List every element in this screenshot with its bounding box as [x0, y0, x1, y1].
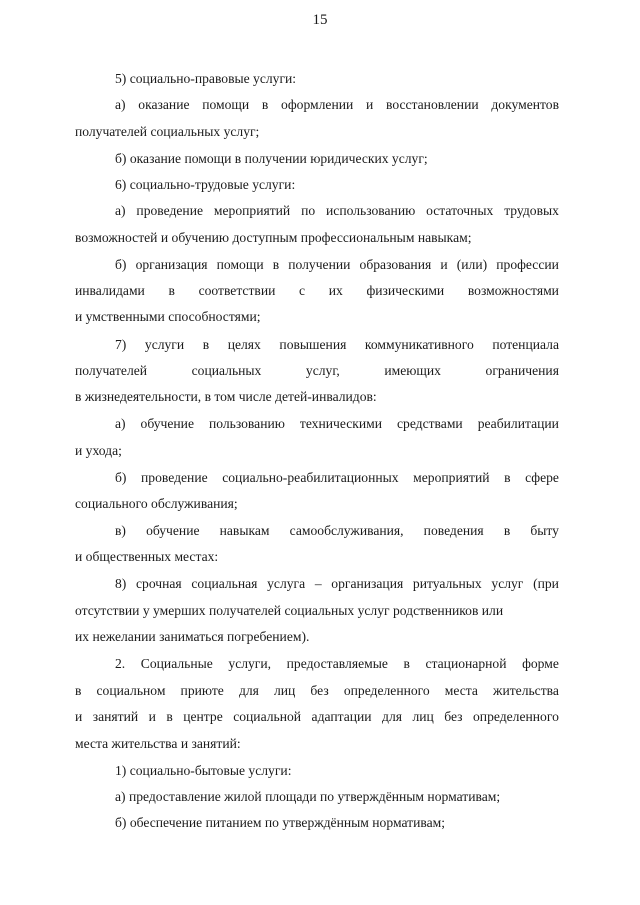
- text-line-justified: 8) срочная социальная услуга – организация ритуальных услуг (при: [115, 576, 559, 591]
- text-line: возможностей и обучению доступным профессиональным навыкам;: [75, 230, 472, 245]
- text-line: 1) социально-бытовые услуги:: [115, 763, 292, 778]
- text-line-justified: в) обучение навыкам самообслуживания, поведения в быту: [115, 523, 559, 538]
- page-number: 15: [312, 12, 328, 28]
- text-line: места жительства и занятий:: [75, 736, 241, 751]
- text-line-justified: 7) услуги в целях повышения коммуникативного потенциала: [115, 337, 559, 352]
- text-line-justified: а) оказание помощи в оформлении и восстановлении документов: [115, 97, 559, 112]
- text-line-justified: 2. Социальные услуги, предоставляемые в стационарной форме: [115, 656, 559, 671]
- text-line-justified: инвалидами в соответствии с их физическими возможностями: [75, 283, 559, 298]
- text-line-justified: и занятий и в центре социальной адаптации для лиц без определенного: [75, 709, 559, 724]
- text-line: б) оказание помощи в получении юридических услуг;: [115, 151, 428, 166]
- text-line-justified: получателей социальных услуг, имеющих ограничения: [75, 363, 559, 378]
- text-line-justified: б) организация помощи в получении образования и (или) профессии: [115, 257, 559, 272]
- text-line-justified: б) проведение социально-реабилитационных мероприятий в сфере: [115, 470, 559, 485]
- text-line: 6) социально-трудовые услуги:: [115, 177, 296, 192]
- text-line: 5) социально-правовые услуги:: [115, 71, 297, 86]
- text-line: а) предоставление жилой площади по утверждённым нормативам;: [115, 789, 501, 804]
- text-line-justified: в социальном приюте для лиц без определенного места жительства: [75, 683, 559, 698]
- text-line: и умственными способностями;: [75, 309, 261, 324]
- text-line: б) обеспечение питанием по утверждённым нормативам;: [115, 815, 445, 830]
- text-line: в жизнедеятельности, в том числе детей-инвалидов:: [75, 389, 377, 404]
- text-line: социального обслуживания;: [75, 496, 238, 511]
- text-line: и ухода;: [75, 443, 122, 458]
- text-line: их нежелании заниматься погребением).: [75, 629, 310, 644]
- text-line-justified: а) проведение мероприятий по использованию остаточных трудовых: [115, 203, 559, 218]
- text-line: отсутствии у умерших получателей социальных услуг родственников или: [75, 603, 504, 618]
- text-line: получателей социальных услуг;: [75, 124, 260, 139]
- text-line-justified: а) обучение пользованию техническими средствами реабилитации: [115, 416, 559, 431]
- text-line: и общественных местах:: [75, 549, 219, 564]
